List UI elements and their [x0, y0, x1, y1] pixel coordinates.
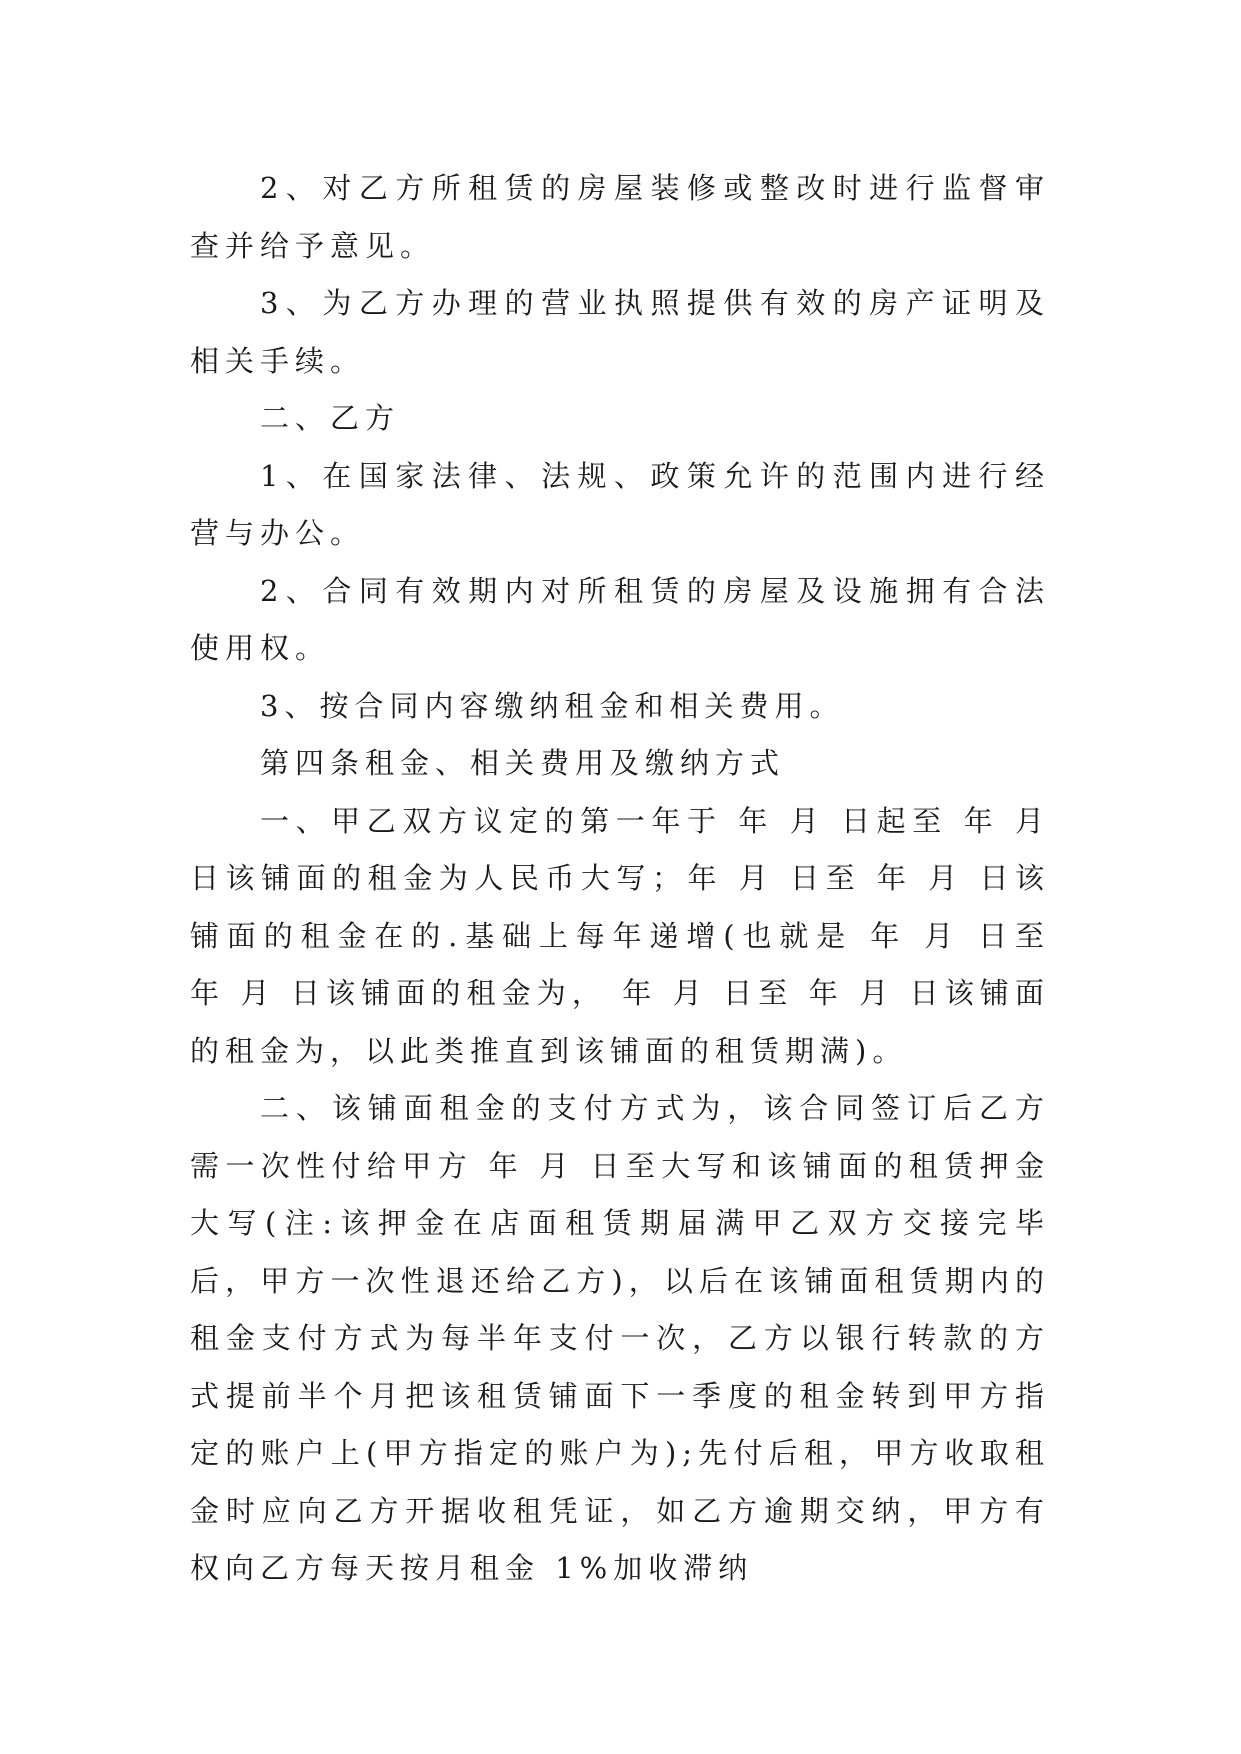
paragraph: 2、对乙方所租赁的房屋装修或整改时进行监督审查并给予意见。 [190, 171, 1050, 263]
paragraph: 1、在国家法律、法规、政策允许的范围内进行经营与办公。 [190, 458, 1050, 550]
section-heading: 二、乙方 [260, 401, 401, 435]
paragraph: 3、为乙方办理的营业执照提供有效的房产证明及相关手续。 [190, 286, 1050, 378]
paragraph: 一、甲乙双方议定的第一年于 年 月 日起至 年 月 日该铺面的租金为人民币大写；年 月 日至 年 月 日该铺面的租金在的.基础上每年递增(也就是 年 月 日至 年 月 日该铺面的租金为， 年 月 日至 年 月 日该铺面的租金为，以此类推直到该铺面的租赁期满)。 [190, 803, 1066, 1068]
article-heading: 第四条租金、相关费用及缴纳方式 [260, 746, 786, 780]
paragraph: 2、合同有效期内对所租赁的房屋及设施拥有合法使用权。 [190, 573, 1050, 665]
paragraph: 二、该铺面租金的支付方式为，该合同签订后乙方需一次性付给甲方 年 月 日至大写和该铺面的租赁押金大写(注:该押金在店面租赁期届满甲乙双方交接完毕后，甲方一次性退还给乙方)，以后在该铺面租赁期内的租金支付方式为每半年支付一次，乙方以银行转款的方式提前半个月把该租赁铺面下一季度的租金转到甲方指定的账户上(甲方指定的账户为);先付后租，甲方收取租金时应向乙方开据收租凭证，如乙方逾期交纳，甲方有权向乙方每天按月租金 1%加收滞纳 [190, 1091, 1050, 1585]
paragraph: 3、按合同内容缴纳租金和相关费用。 [260, 688, 845, 723]
contract-body [190, 160, 1066, 1598]
